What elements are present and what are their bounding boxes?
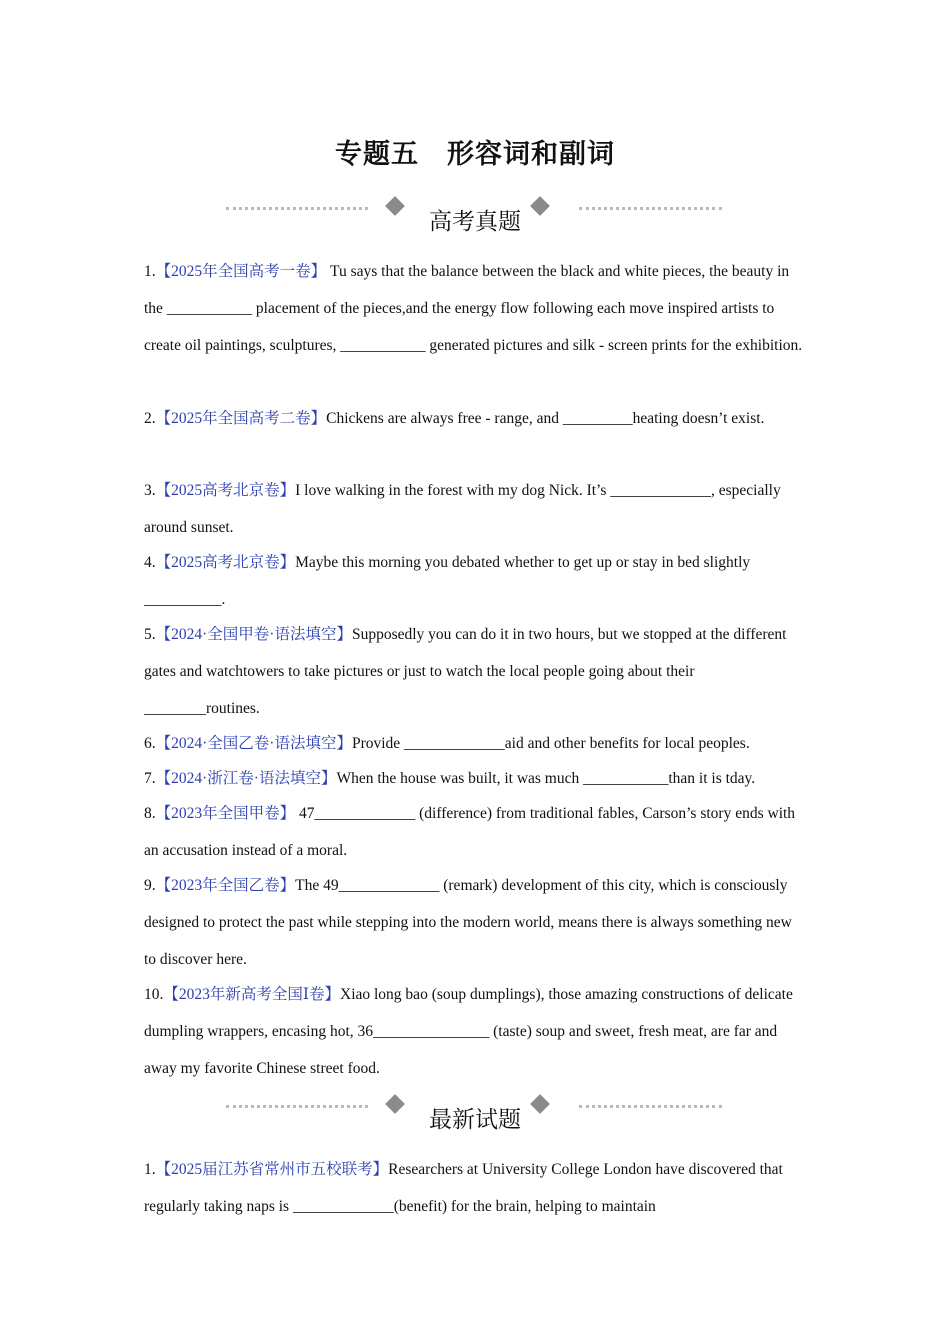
question-item: 10.【2023年新高考全国Ⅰ卷】Xiao long bao (soup dumplings), those amazing constructions of delicate dumpling wrappers, encasing hot, 36_______________ (taste) soup and sweet, fresh meat, are far and away my favorite Chinese street food. [144, 986, 793, 1077]
source-tag: 【2024·全国乙卷·语法填空】 [155, 735, 352, 752]
question-item: 1.【2025届江苏省常州市五校联考】Researchers at University College London have discovered that regularly taking naps is _____________(benefit) for the brain, helping to maintain [144, 1161, 783, 1215]
question-item: 5.【2024·全国甲卷·语法填空】Supposedly you can do it in two hours, but we stopped at the different gates and watchtowers to take pictures or just to watch the local people going about their ________routines. [144, 626, 787, 717]
source-tag: 【2023年全国乙卷】 [155, 877, 296, 894]
question-item: 2.【2025年全国高考二卷】Chickens are always free - range, and _________heating doesn’t exist. [144, 410, 765, 427]
question-item: 8.【2023年全国甲卷】 47_____________ (difference) from traditional fables, Carson’s story ends with an accusation instead of a moral. [144, 805, 796, 859]
question-item: 6.【2024·全国乙卷·语法填空】Provide _____________aid and other benefits for local peoples. [144, 735, 750, 752]
source-tag: 【2025高考北京卷】 [155, 482, 296, 499]
question-item: 4.【2025高考北京卷】Maybe this morning you debated whether to get up or stay in bed slightly __________. [144, 554, 751, 608]
question-item: 1.【2025年全国高考一卷】 Tu says that the balance between the black and white pieces, the beauty in the ___________ placement of the pieces,and the energy flow following each move inspired artists to create oil paintings, sculptures, ___________ generated pictures and silk - screen prints for the exhibition. [144, 263, 803, 354]
source-tag: 【2025年全国高考一卷】 [155, 263, 327, 280]
source-tag: 【2023年新高考全国Ⅰ卷】 [163, 986, 340, 1003]
question-item: 9.【2023年全国乙卷】The 49_____________ (remark) development of this city, which is consciously designed to protect the past while stepping into the modern world, means there is always something new to discover here. [144, 877, 792, 968]
page-title: 专题五 形容词和副词 [335, 139, 615, 170]
source-tag: 【2025届江苏省常州市五校联考】 [155, 1161, 389, 1178]
source-tag: 【2024·浙江卷·语法填空】 [155, 770, 337, 787]
source-tag: 【2025高考北京卷】 [155, 554, 296, 571]
section-title-gaokao: 高考真题 [429, 209, 521, 235]
question-item: 3.【2025高考北京卷】I love walking in the forest with my dog Nick. It’s _____________, especially around sunset. [144, 482, 781, 536]
source-tag: 【2024·全国甲卷·语法填空】 [155, 626, 352, 643]
section-title-latest: 最新试题 [429, 1107, 521, 1133]
source-tag: 【2025年全国高考二卷】 [155, 410, 327, 427]
question-item: 7.【2024·浙江卷·语法填空】When the house was built, it was much ___________than it is tday. [144, 770, 756, 787]
source-tag: 【2023年全国甲卷】 [155, 805, 296, 822]
